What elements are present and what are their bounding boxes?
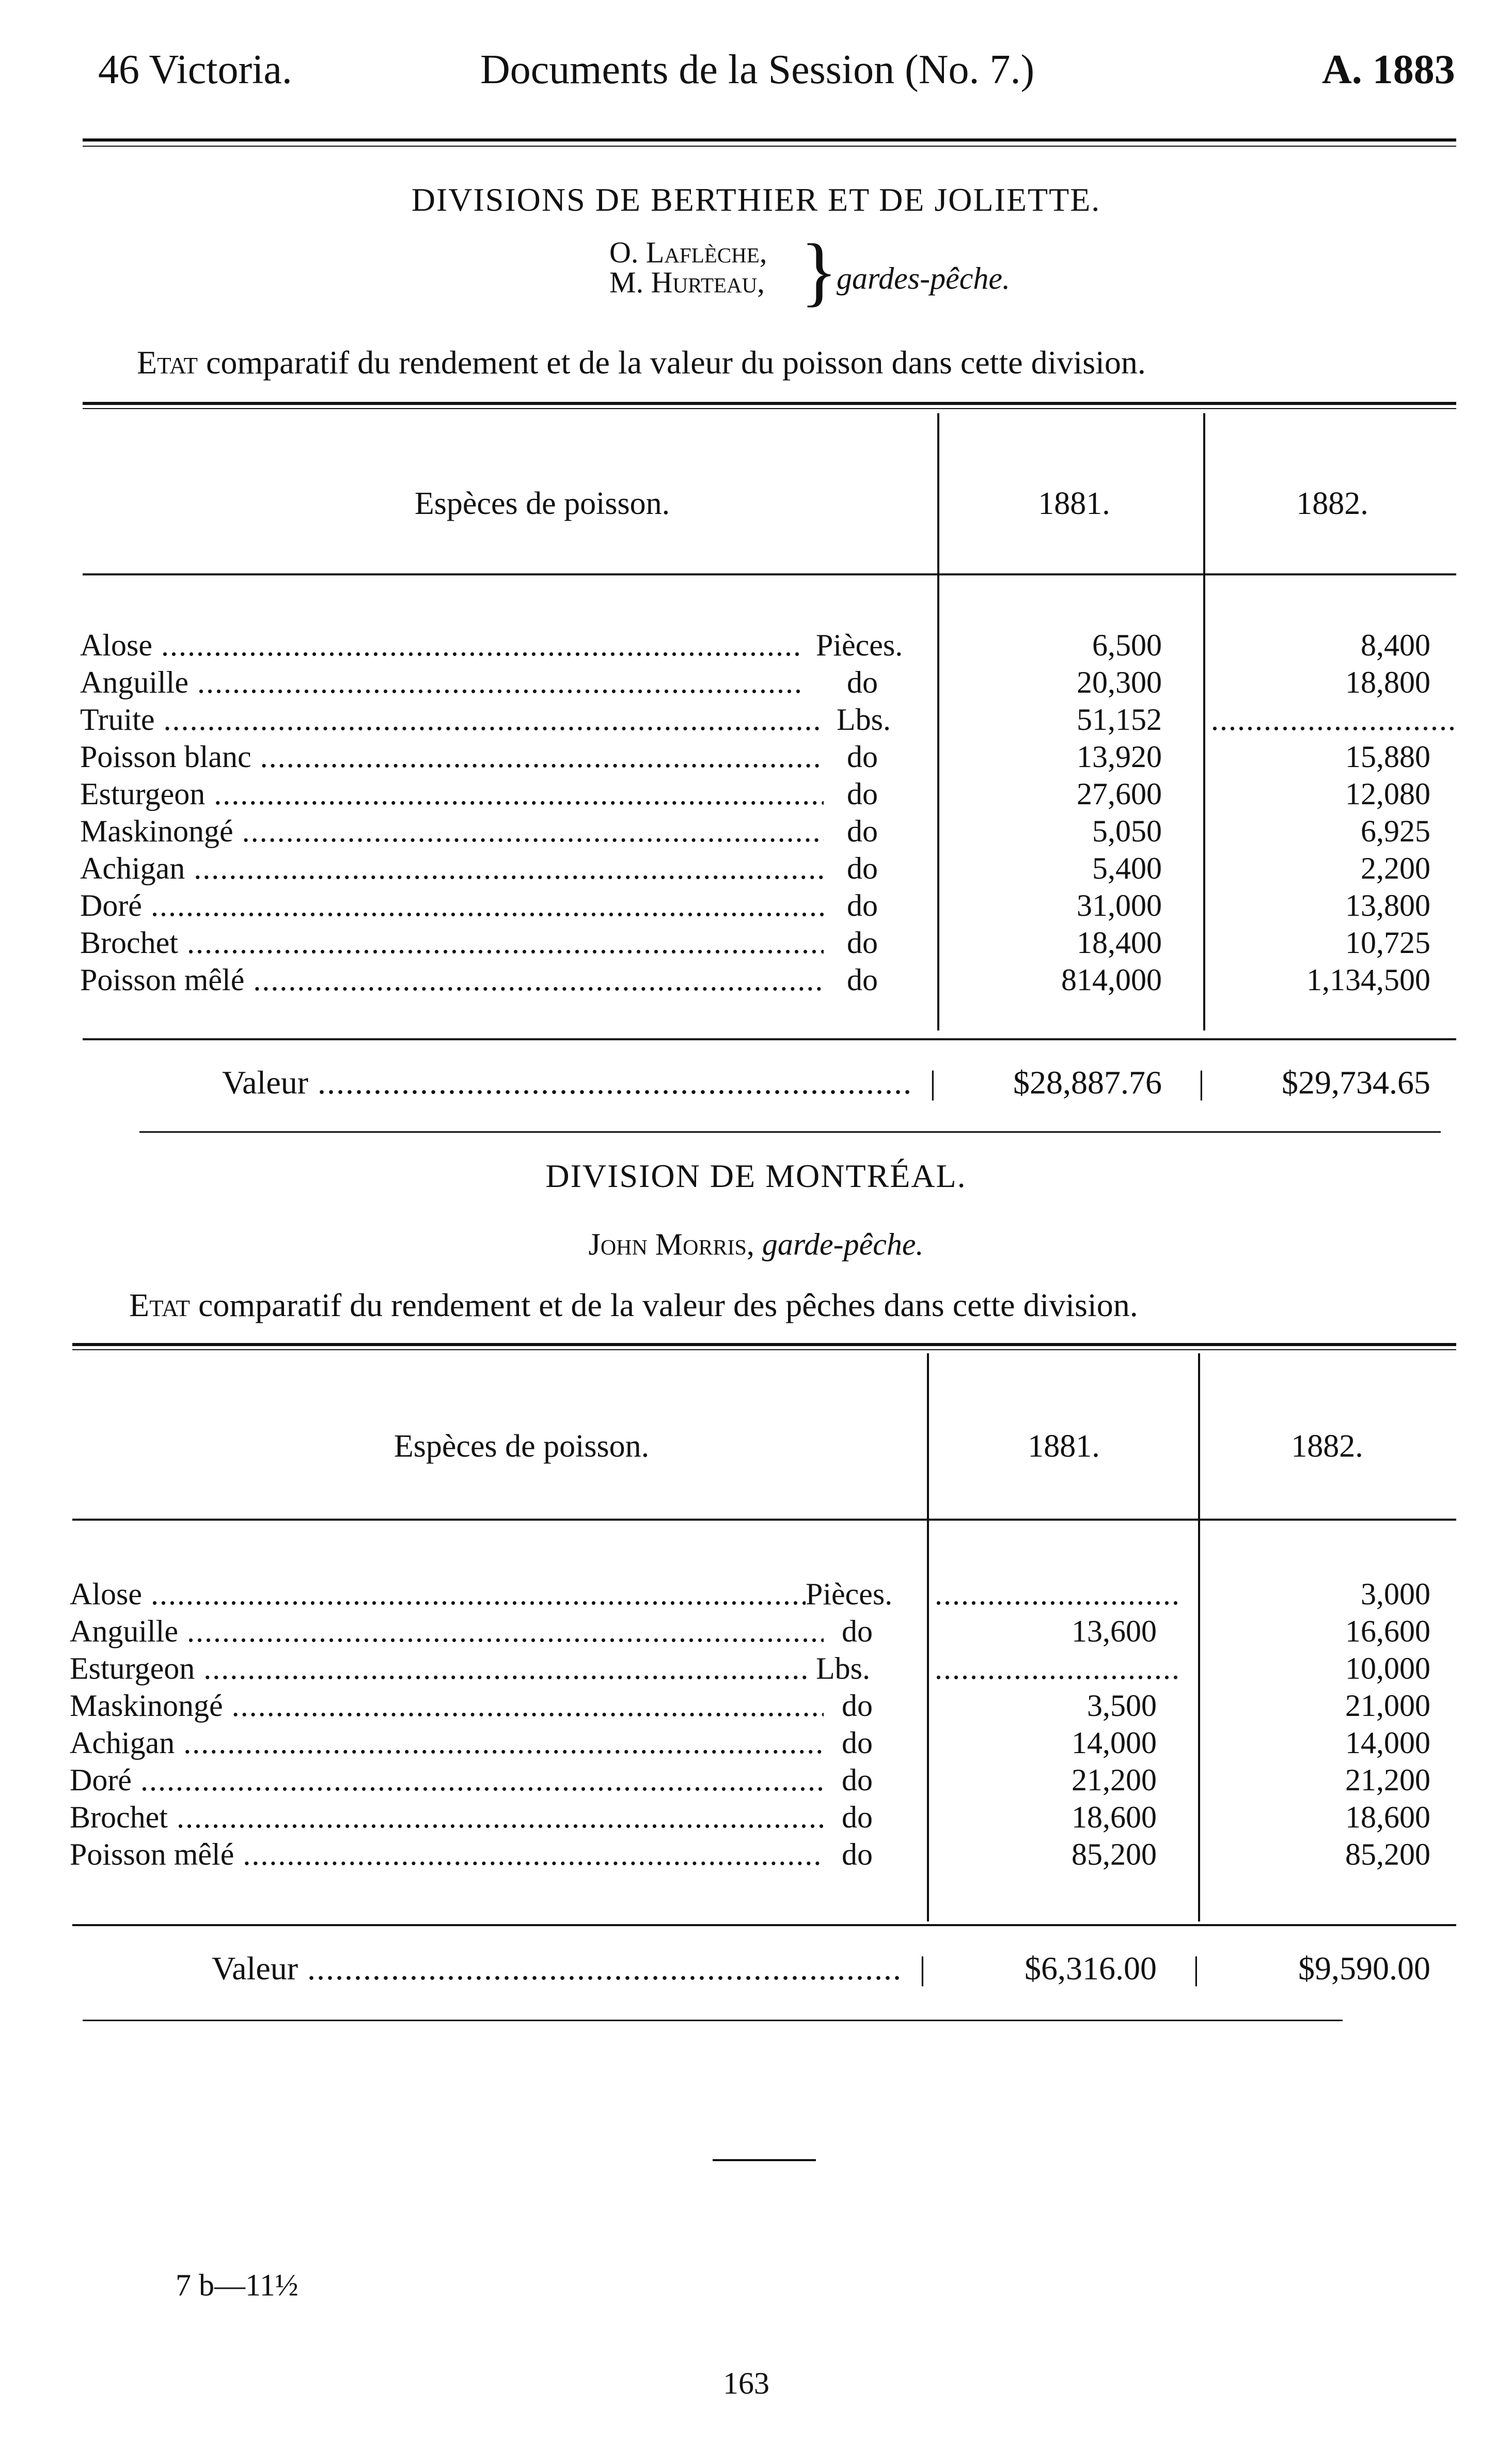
table-row [0, 850, 1512, 887]
value-1882-blank [1211, 701, 1454, 738]
value-1882: 6,925 [1361, 814, 1430, 848]
header-right: A. 1883 [1322, 47, 1455, 92]
species-name: Poisson blanc ..... [80, 738, 824, 775]
table-row [0, 1650, 1512, 1687]
section1-value-row [0, 1064, 1512, 1101]
section1-table-top-rule [83, 402, 1456, 405]
value-divider-1: | [919, 1950, 926, 1987]
value-1882: 16,600 [1345, 1614, 1430, 1648]
table-row [0, 887, 1512, 924]
table-row [0, 1761, 1512, 1799]
table-row [0, 1687, 1512, 1724]
section2-col-species: Espèces de poisson. [393, 1429, 650, 1464]
warden-1: O. Laflèche, [609, 236, 767, 269]
value-1882: 2,200 [1361, 851, 1430, 885]
species-name: Alose ..... [70, 1575, 806, 1613]
value-1881-blank [935, 1650, 1183, 1687]
value-1881: 21,200 [1072, 1763, 1157, 1797]
species-name: Brochet ..... [80, 924, 824, 961]
header-rule-thin [83, 146, 1456, 147]
species-name: Poisson mêlé ..... [70, 1836, 824, 1873]
value-1881: 27,600 [1077, 777, 1162, 811]
section1-col-1882: 1882. [1296, 486, 1368, 521]
end-of-section-rule [713, 2159, 816, 2161]
value-total-1882: $29,734.65 [1282, 1064, 1430, 1101]
unit: Lbs. [816, 1651, 870, 1685]
value-1882: 15,880 [1345, 740, 1430, 774]
section1-table-top-rule-thin [83, 408, 1456, 409]
section2-end-rule [83, 2020, 1343, 2021]
unit: do [842, 1800, 873, 1834]
section1-total-rule [83, 1038, 1456, 1040]
value-1881: 13,600 [1072, 1614, 1157, 1648]
value-divider-2: | [1198, 1064, 1205, 1101]
value-1881: 814,000 [1061, 963, 1162, 997]
value-1882: 10,725 [1345, 926, 1430, 960]
value-1882: 12,080 [1345, 777, 1430, 811]
unit: Lbs. [837, 702, 891, 737]
table-row [0, 1799, 1512, 1836]
value-1881: 5,050 [1092, 814, 1162, 848]
section1-statement [137, 343, 1146, 382]
species-name: Esturgeon ..... [70, 1650, 808, 1687]
warden-2: M. Hurteau, [609, 265, 765, 299]
value-label: Valeur ..... [212, 1950, 904, 1987]
section2-table-top-rule-thin [72, 1349, 1456, 1350]
section2-col-1882: 1882. [1291, 1429, 1363, 1464]
unit: do [842, 1689, 873, 1723]
table-row [0, 627, 1512, 664]
section2-title: DIVISION DE MONTRÉAL. [545, 1158, 967, 1194]
printer-signature: 7 b—11½ [176, 2268, 298, 2302]
species-name: Maskinongé ..... [70, 1687, 824, 1724]
value-1881: 85,200 [1072, 1837, 1157, 1871]
species-name: Poisson mêlé ..... [80, 961, 824, 998]
unit: do [847, 963, 878, 997]
table-row [0, 961, 1512, 998]
value-label: Valeur ..... [222, 1064, 914, 1101]
value-1881: 13,920 [1077, 740, 1162, 774]
unit: do [847, 851, 878, 885]
value-1882: 21,000 [1345, 1689, 1430, 1723]
section1-header-rule [83, 573, 1456, 575]
statement-lead: Etat [129, 1287, 190, 1323]
value-1881: 3,500 [1087, 1689, 1157, 1723]
header-center: Documents de la Session (No. 7.) [480, 47, 1035, 92]
unit: do [842, 1726, 873, 1760]
unit: Pièces. [816, 628, 903, 662]
unit: do [847, 740, 878, 774]
table-row [0, 1836, 1512, 1873]
value-1882: 13,800 [1345, 888, 1430, 923]
statement-lead: Etat [137, 344, 198, 381]
warden-brace: } [800, 228, 838, 314]
value-divider-1: | [930, 1064, 936, 1101]
value-1882: 18,800 [1345, 665, 1430, 699]
value-1882: 85,200 [1345, 1837, 1430, 1871]
species-name: Doré ..... [70, 1761, 824, 1799]
unit: do [847, 926, 878, 960]
section1-wardens [609, 238, 767, 298]
value-1882: 18,600 [1345, 1800, 1430, 1834]
species-name: Achigan ..... [80, 850, 824, 887]
value-1881: 18,400 [1077, 926, 1162, 960]
unit: do [847, 777, 878, 811]
value-total-1881: $28,887.76 [1013, 1064, 1162, 1101]
section1-end-rule [139, 1131, 1441, 1133]
species-name: Esturgeon ..... [80, 775, 824, 813]
unit: do [847, 814, 878, 848]
value-1881: 20,300 [1077, 665, 1162, 699]
unit: do [847, 665, 878, 699]
unit: do [842, 1837, 873, 1871]
table-row [0, 924, 1512, 961]
section2-total-rule [72, 1924, 1456, 1926]
unit: Pièces. [806, 1577, 893, 1611]
table-row [0, 1613, 1512, 1650]
statement-text: comparatif du rendement et de la valeur des pêches dans cette division. [198, 1287, 1138, 1323]
species-name: Achigan ..... [70, 1724, 824, 1761]
section2-table-top-rule [72, 1343, 1456, 1346]
value-1882: 10,000 [1345, 1651, 1430, 1685]
section1-title: DIVISIONS DE BERTHIER ET DE JOLIETTE. [411, 181, 1101, 218]
section2-value-row [0, 1950, 1512, 1987]
species-name: Alose ..... [80, 627, 800, 664]
value-1881: 51,152 [1077, 702, 1162, 737]
species-name: Anguille ..... [80, 664, 800, 701]
section1-col-species: Espèces de poisson. [414, 486, 670, 521]
section1-wardens-role: gardes-pêche. [837, 261, 1010, 295]
value-1881-blank [935, 1575, 1183, 1613]
header-left: 46 Victoria. [98, 47, 292, 92]
section2-warden [0, 1227, 1512, 1262]
unit: do [842, 1614, 873, 1648]
table-row [0, 1724, 1512, 1761]
table-row [0, 701, 1512, 738]
section1-col-1881: 1881. [1038, 486, 1110, 521]
value-1881: 14,000 [1072, 1726, 1157, 1760]
warden-role: garde-pêche. [762, 1227, 924, 1261]
section2-col-1881: 1881. [1028, 1429, 1100, 1464]
statement-text: comparatif du rendement et de la valeur du poisson dans cette division. [206, 344, 1146, 381]
value-1881: 5,400 [1092, 851, 1162, 885]
value-1882: 14,000 [1345, 1726, 1430, 1760]
value-total-1882: $9,590.00 [1298, 1950, 1430, 1987]
header-rule [83, 138, 1456, 142]
value-total-1881: $6,316.00 [1025, 1950, 1157, 1987]
table-row [0, 738, 1512, 775]
unit: do [847, 888, 878, 923]
section2-header-rule [72, 1519, 1456, 1521]
value-1882: 3,000 [1361, 1577, 1430, 1611]
page-number: 163 [723, 2366, 769, 2400]
species-name: Brochet ..... [70, 1799, 824, 1836]
table-row [0, 775, 1512, 813]
value-1882: 8,400 [1361, 628, 1430, 662]
species-name: Anguille ..... [70, 1613, 824, 1650]
table-row [0, 664, 1512, 701]
species-name: Doré ..... [80, 887, 824, 924]
value-1882: 1,134,500 [1306, 963, 1430, 997]
value-divider-2: | [1193, 1950, 1200, 1987]
unit: do [842, 1763, 873, 1797]
table-row [0, 1575, 1512, 1613]
value-1881: 31,000 [1077, 888, 1162, 923]
value-1881: 18,600 [1072, 1800, 1157, 1834]
warden-name: John Morris, [588, 1227, 754, 1261]
value-1882: 21,200 [1345, 1763, 1430, 1797]
species-name: Maskinongé ..... [80, 813, 824, 850]
section2-statement [129, 1286, 1138, 1324]
species-name: Truite ..... [80, 701, 824, 738]
table-row [0, 813, 1512, 850]
value-1881: 6,500 [1092, 628, 1162, 662]
